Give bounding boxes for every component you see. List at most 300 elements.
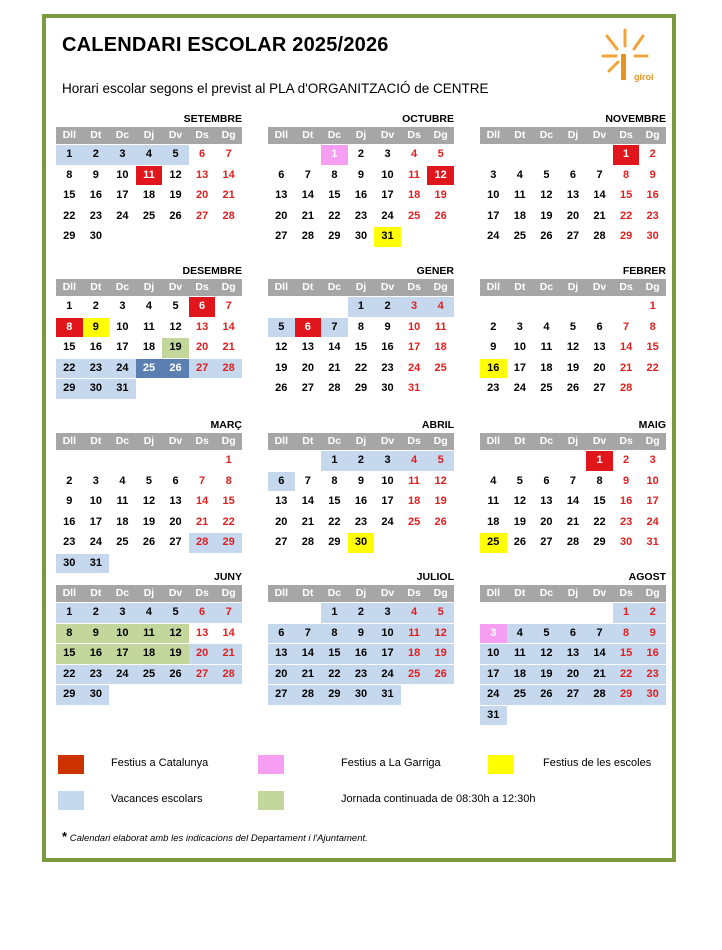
weekday-label: Dt	[514, 129, 526, 141]
day-cell: 23	[619, 515, 633, 528]
empty-cell	[507, 706, 534, 726]
day-cell: 15	[354, 341, 368, 353]
day-cell: 5	[427, 603, 454, 623]
day-cell: 16	[646, 189, 659, 201]
day-cell: 8	[225, 474, 232, 487]
weekday-label: Dll	[486, 587, 500, 599]
day-cell: 1	[321, 451, 348, 471]
weekday-label: Dj	[355, 435, 367, 447]
day-cell: 14	[593, 189, 606, 201]
empty-cell	[295, 145, 322, 165]
week-row	[480, 166, 666, 186]
day-cell: 17	[480, 665, 507, 685]
day-cell: 3	[109, 603, 136, 623]
day-cell: 20	[593, 361, 606, 374]
empty-cell	[109, 227, 136, 247]
day-cell: 10	[381, 474, 394, 487]
empty-cell	[427, 379, 454, 399]
empty-cell	[533, 603, 560, 623]
day-cell: 22	[646, 361, 659, 374]
day-cell: 9	[66, 495, 73, 507]
day-cell: 16	[381, 341, 394, 353]
weekday-header	[480, 433, 666, 450]
weekday-label: Dg	[433, 435, 448, 447]
day-cell: 13	[275, 495, 288, 507]
day-cell: 6	[268, 624, 295, 644]
day-cell: 8	[596, 474, 603, 487]
day-cell: 11	[143, 320, 155, 333]
empty-cell	[268, 451, 295, 471]
empty-cell	[189, 451, 216, 471]
month-10	[56, 570, 242, 705]
empty-cell	[533, 297, 560, 317]
day-cell: 30	[619, 536, 633, 548]
day-cell: 10	[513, 341, 526, 353]
day-cell: 12	[162, 624, 189, 644]
day-cell: 6	[172, 474, 179, 487]
day-cell: 21	[619, 361, 633, 374]
day-cell: 26	[162, 359, 189, 379]
week-row	[480, 227, 666, 247]
day-cell: 24	[513, 382, 526, 394]
weekday-label: Dj	[143, 281, 155, 293]
empty-cell	[162, 451, 189, 471]
empty-cell	[560, 706, 587, 726]
weekday-label: Dv	[592, 587, 607, 599]
day-cell: 20	[301, 361, 314, 374]
weekday-label: Dg	[221, 129, 236, 141]
day-cell: 21	[328, 361, 341, 374]
day-cell: 12	[169, 320, 182, 333]
weekday-label: Ds	[407, 435, 421, 447]
day-cell: 17	[513, 361, 526, 374]
day-cell: 4	[401, 451, 428, 471]
day-cell: 19	[540, 209, 553, 222]
day-cell: 25	[407, 515, 421, 528]
weekday-label: Ds	[195, 587, 209, 599]
day-cell: 5	[145, 474, 153, 487]
weekday-label: Dj	[567, 281, 579, 293]
day-cell: 22	[328, 515, 341, 528]
day-cell: 21	[295, 665, 322, 685]
day-cell: 25	[116, 536, 129, 548]
day-cell: 9	[348, 624, 375, 644]
day-cell: 3	[516, 320, 523, 333]
day-cell: 18	[407, 189, 421, 201]
weekday-label: Dc	[115, 587, 130, 599]
day-cell: 8	[613, 624, 640, 644]
day-cell: 23	[348, 665, 375, 685]
day-cell: 6	[295, 318, 322, 338]
weekday-label: Dt	[514, 587, 526, 599]
empty-cell	[613, 706, 640, 726]
week-row	[268, 472, 454, 492]
day-cell: 8	[331, 474, 338, 487]
day-cell: 18	[136, 644, 163, 664]
week-row	[268, 603, 454, 623]
day-cell: 16	[348, 644, 375, 664]
day-cell: 17	[381, 495, 394, 507]
weekday-label: Dt	[514, 435, 526, 447]
month-3	[480, 112, 666, 247]
day-cell: 25	[136, 359, 163, 379]
month-name: FEBRER	[622, 265, 666, 277]
weekday-label: Dt	[90, 587, 102, 599]
day-cell: 9	[623, 474, 630, 487]
month-8	[268, 418, 454, 553]
weekday-label: Dc	[327, 587, 342, 599]
day-cell: 4	[119, 474, 126, 487]
day-cell: 5	[162, 145, 189, 165]
day-cell: 17	[116, 341, 129, 353]
day-cell: 13	[540, 495, 553, 507]
week-row	[268, 492, 454, 512]
day-cell: 22	[63, 209, 76, 222]
day-cell: 11	[401, 624, 428, 644]
week-row	[268, 297, 454, 317]
week-row	[268, 318, 454, 338]
day-cell: 1	[613, 603, 640, 623]
day-cell: 24	[381, 209, 394, 222]
week-row	[56, 359, 242, 379]
day-cell: 18	[540, 361, 553, 374]
day-cell: 31	[480, 706, 507, 726]
empty-cell	[56, 451, 83, 471]
day-cell: 5	[427, 451, 454, 471]
empty-cell	[136, 379, 163, 399]
day-cell: 26	[566, 382, 580, 394]
weekday-label: Dv	[592, 129, 607, 141]
weekday-label: Dll	[274, 281, 288, 293]
day-cell: 19	[513, 515, 526, 528]
day-cell: 11	[136, 624, 163, 644]
week-row	[56, 685, 242, 705]
day-cell: 1	[321, 603, 348, 623]
weekday-label: Dg	[645, 435, 660, 447]
weekday-label: Dg	[433, 587, 448, 599]
day-cell: 1	[66, 300, 73, 312]
week-row	[480, 603, 666, 623]
day-cell: 8	[357, 320, 365, 333]
empty-cell	[295, 603, 322, 623]
day-cell: 4	[516, 168, 523, 181]
day-cell: 9	[83, 624, 110, 644]
day-cell: 7	[304, 168, 311, 181]
day-cell: 1	[649, 300, 656, 312]
week-row	[56, 297, 242, 317]
day-cell: 28	[328, 382, 341, 394]
weekday-label: Dj	[567, 587, 579, 599]
day-cell: 30	[83, 685, 110, 705]
week-row	[480, 685, 666, 705]
weekday-label: Dll	[274, 587, 288, 599]
day-cell: 25	[434, 361, 447, 374]
day-cell: 23	[89, 209, 102, 222]
weekday-label: Dv	[592, 435, 607, 447]
day-cell: 5	[437, 148, 444, 160]
day-cell: 10	[646, 474, 659, 487]
day-cell: 7	[215, 603, 242, 623]
weekday-label: Dt	[302, 435, 314, 447]
day-cell: 29	[215, 533, 242, 553]
day-cell: 29	[63, 230, 76, 242]
day-cell: 30	[83, 379, 110, 399]
day-cell: 4	[411, 148, 418, 160]
day-cell: 15	[593, 495, 606, 507]
legend-vacances: Vacances escolars	[111, 793, 203, 805]
day-cell: 21	[222, 189, 235, 201]
day-cell: 12	[169, 168, 182, 181]
week-row	[480, 145, 666, 165]
weekday-label: Dj	[143, 435, 155, 447]
day-cell: 22	[56, 665, 83, 685]
week-row	[480, 338, 666, 358]
day-cell: 28	[566, 536, 580, 548]
weekday-label: Dc	[539, 281, 554, 293]
day-cell: 16	[89, 341, 102, 353]
day-cell: 26	[169, 209, 182, 222]
day-cell: 6	[278, 168, 285, 181]
day-cell: 19	[533, 665, 560, 685]
day-cell: 30	[56, 554, 83, 574]
week-row	[56, 186, 242, 206]
day-cell: 7	[321, 318, 348, 338]
empty-cell	[507, 297, 534, 317]
day-cell: 7	[586, 624, 613, 644]
day-cell: 27	[268, 685, 295, 705]
day-cell: 21	[586, 665, 613, 685]
week-row	[56, 533, 242, 553]
day-cell: 20	[560, 665, 587, 685]
legend-swatch-escoles	[488, 755, 514, 774]
empty-cell	[162, 227, 189, 247]
empty-cell	[586, 145, 613, 165]
day-cell: 23	[487, 382, 500, 394]
day-cell: 11	[136, 166, 163, 186]
day-cell: 2	[623, 454, 630, 466]
day-cell: 28	[295, 685, 322, 705]
weekday-label: Dll	[274, 129, 288, 141]
day-cell: 22	[619, 209, 633, 222]
day-cell: 4	[507, 624, 534, 644]
weekday-header	[480, 279, 666, 296]
day-cell: 4	[136, 603, 163, 623]
day-cell: 1	[348, 297, 375, 317]
day-cell: 1	[613, 145, 640, 165]
day-cell: 14	[301, 189, 314, 201]
weekday-label: Dg	[433, 281, 448, 293]
page-title: CALENDARI ESCOLAR 2025/2026	[62, 34, 389, 56]
day-cell: 20	[195, 189, 209, 201]
day-cell: 1	[225, 454, 232, 466]
day-cell: 17	[487, 209, 500, 222]
legend-garriga: Festius a La Garriga	[341, 757, 441, 769]
week-row	[268, 513, 454, 533]
day-cell: 19	[162, 338, 189, 358]
day-cell: 27	[189, 665, 216, 685]
empty-cell	[533, 451, 560, 471]
day-cell: 7	[225, 148, 232, 160]
week-row	[56, 603, 242, 623]
day-cell: 22	[321, 665, 348, 685]
day-cell: 9	[490, 341, 497, 353]
day-cell: 23	[354, 209, 368, 222]
weekday-label: Dj	[143, 129, 155, 141]
day-cell: 19	[566, 361, 580, 374]
week-row	[268, 186, 454, 206]
weekday-label: Dc	[539, 129, 554, 141]
day-cell: 26	[434, 209, 447, 222]
day-cell: 9	[639, 624, 666, 644]
day-cell: 26	[275, 382, 288, 394]
empty-cell	[136, 227, 163, 247]
empty-cell	[560, 297, 587, 317]
day-cell: 2	[374, 297, 401, 317]
day-cell: 14	[301, 495, 314, 507]
empty-cell	[560, 451, 587, 471]
week-row	[480, 513, 666, 533]
weekday-label: Ds	[619, 435, 633, 447]
day-cell: 3	[119, 300, 126, 312]
day-cell: 22	[354, 361, 368, 374]
day-cell: 3	[649, 454, 656, 466]
day-cell: 8	[56, 624, 83, 644]
day-cell: 29	[328, 230, 341, 242]
day-cell: 25	[136, 665, 163, 685]
day-cell: 18	[507, 665, 534, 685]
day-cell: 15	[613, 644, 640, 664]
weekday-label: Dj	[355, 129, 367, 141]
day-cell: 23	[646, 209, 659, 222]
weekday-header	[268, 585, 454, 602]
day-cell: 15	[328, 189, 341, 201]
day-cell: 3	[384, 148, 391, 160]
day-cell: 4	[145, 300, 153, 312]
week-row	[268, 359, 454, 379]
day-cell: 17	[374, 644, 401, 664]
day-cell: 16	[619, 495, 633, 507]
day-cell: 13	[195, 168, 209, 181]
day-cell: 5	[268, 318, 295, 338]
weekday-label: Dj	[355, 281, 367, 293]
day-cell: 26	[540, 230, 553, 242]
day-cell: 22	[328, 209, 341, 222]
empty-cell	[427, 685, 454, 705]
week-row	[480, 207, 666, 227]
day-cell: 7	[295, 624, 322, 644]
footnote-text: Calendari elaborat amb les indicacions del Departament i l'Ajuntament.	[69, 833, 368, 844]
day-cell: 3	[109, 145, 136, 165]
empty-cell	[215, 227, 242, 247]
weekday-label: Ds	[407, 129, 421, 141]
weekday-label: Dv	[168, 129, 183, 141]
day-cell: 6	[268, 472, 295, 492]
day-cell: 14	[566, 495, 580, 507]
weekday-label: Dc	[115, 435, 130, 447]
day-cell: 14	[619, 341, 633, 353]
day-cell: 13	[195, 320, 209, 333]
empty-cell	[533, 145, 560, 165]
empty-cell	[586, 297, 613, 317]
day-cell: 2	[357, 148, 365, 160]
day-cell: 25	[401, 665, 428, 685]
month-name: DESEMBRE	[182, 265, 242, 277]
day-cell: 14	[222, 626, 235, 639]
empty-cell	[295, 451, 322, 471]
week-row	[56, 451, 242, 471]
day-cell: 6	[543, 474, 550, 487]
empty-cell	[427, 533, 454, 553]
month-name: NOVEMBRE	[605, 113, 666, 125]
week-row	[480, 533, 666, 553]
day-cell: 12	[513, 495, 526, 507]
day-cell: 28	[222, 209, 235, 222]
day-cell: 14	[195, 495, 209, 507]
day-cell: 10	[109, 624, 136, 644]
day-cell: 30	[381, 382, 394, 394]
empty-cell	[639, 379, 666, 399]
weekday-label: Dll	[486, 129, 500, 141]
footnote-mark: *	[62, 829, 68, 844]
day-cell: 8	[649, 320, 656, 333]
day-cell: 12	[142, 495, 156, 507]
day-cell: 14	[222, 168, 235, 181]
day-cell: 24	[89, 536, 102, 548]
day-cell: 20	[566, 209, 580, 222]
day-cell: 11	[514, 189, 526, 201]
day-cell: 10	[480, 644, 507, 664]
day-cell: 27	[301, 382, 314, 394]
day-cell: 15	[63, 341, 76, 353]
day-cell: 19	[162, 644, 189, 664]
day-cell: 2	[348, 603, 375, 623]
day-cell: 30	[354, 230, 368, 242]
empty-cell	[189, 379, 216, 399]
empty-cell	[586, 603, 613, 623]
weekday-header	[56, 279, 242, 296]
weekday-label: Dt	[90, 281, 102, 293]
weekday-label: Dg	[645, 587, 660, 599]
day-cell: 18	[142, 341, 156, 353]
day-cell: 2	[639, 603, 666, 623]
empty-cell	[507, 603, 534, 623]
day-cell: 29	[321, 685, 348, 705]
month-name: OCTUBRE	[402, 113, 454, 125]
empty-cell	[109, 451, 136, 471]
weekday-label: Dg	[221, 281, 236, 293]
weekday-header	[268, 433, 454, 450]
day-cell: 29	[619, 230, 633, 242]
weekday-label: Dv	[380, 129, 395, 141]
day-cell: 24	[374, 665, 401, 685]
week-row	[268, 451, 454, 471]
empty-cell	[480, 145, 507, 165]
day-cell: 2	[490, 320, 497, 333]
day-cell: 26	[513, 536, 526, 548]
month-1	[56, 112, 242, 247]
day-cell: 20	[540, 515, 553, 528]
day-cell: 21	[301, 515, 314, 528]
week-row	[268, 624, 454, 644]
day-cell: 13	[301, 341, 314, 353]
empty-cell	[215, 379, 242, 399]
day-cell: 7	[225, 300, 232, 312]
day-cell: 18	[513, 209, 526, 222]
day-cell: 25	[540, 382, 553, 394]
footnote	[62, 829, 368, 844]
day-cell: 17	[381, 189, 394, 201]
day-cell: 13	[169, 495, 182, 507]
